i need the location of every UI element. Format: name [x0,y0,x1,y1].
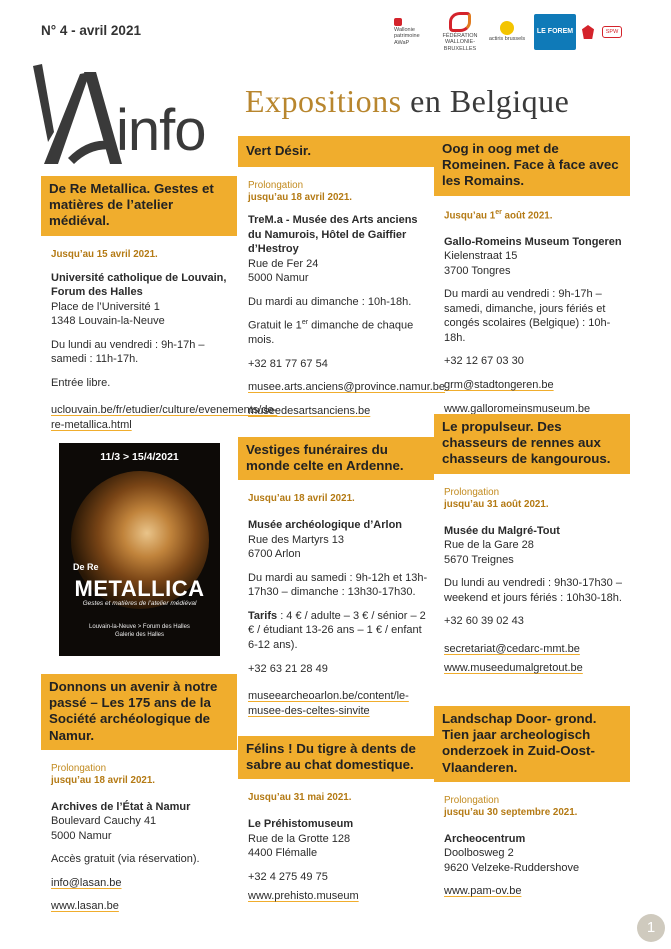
issue-number: N° 4 - avril 2021 [41,23,141,38]
entry-info: Accès gratuit (via réservation). [51,853,200,866]
venue-address: Place de l’Université 1 [51,300,160,313]
venue-address: Boulevard Cauchy 41 [51,815,157,828]
card-vestiges-funeraires [238,437,434,718]
phone-number: +32 81 77 67 54 [248,357,328,370]
website-link[interactable]: museedesartsanciens.be [248,404,371,417]
venue-name: Musée archéologique d’Arlon [248,519,403,532]
venue-city: 6700 Arlon [248,548,301,561]
page-number: 1 [637,914,665,942]
venue-city: 9620 Velzeke-Ruddershove [444,861,580,874]
poster-dates: 11/3 > 15/4/2021 [100,451,179,463]
website-link[interactable]: www.prehisto.museum [248,890,359,903]
venue-address: Kielenstraat 15 [444,250,518,263]
venue-city: 1348 Louvain-la-Neuve [51,315,165,328]
venue-name: Archeocentrum [444,832,526,845]
phone-number: +32 12 67 03 30 [444,355,524,368]
card-title: Vert Désir. [238,136,434,167]
website-link[interactable]: www.lasan.be [51,900,119,913]
partner-logos [394,12,630,52]
email-link[interactable]: secretariat@cedarc-mmt.be [444,642,580,655]
venue-address: Doolbosweg 2 [444,847,514,860]
prolongation-label: Prolongation [444,794,500,806]
card-societe-archeologique-namur [41,674,237,914]
venue-city: 5670 Treignes [444,553,514,566]
card-oog-in-oog [434,136,630,416]
venue-city: 4400 Flémalle [248,847,318,860]
venue-name: Gallo-Romeins Museum Tongeren [444,235,622,248]
card-title: De Re Metallica. Gestes et matières de l’atelier médiéval. [41,176,237,236]
website-link[interactable]: www.galloromeinsmuseum.be [444,402,591,415]
venue-address: Rue des Martyrs 13 [248,533,344,546]
venue-city: 5000 Namur [51,829,112,842]
free-entry-info: Gratuit le 1er dimanche de chaque mois. [248,319,414,347]
venue-name: Université catholique de Louvain, Forum des Halles [51,271,227,299]
federation-wallonie-bruxelles-logo: FÉDÉRATION WALLONIE-BRUXELLES [440,12,480,51]
page-title: Expositions en Belgique [245,83,570,119]
wallonie-logo [582,25,596,39]
opening-hours: Du lundi au vendredi : 9h30-17h30 – weekend et jours fériés : 10h30-18h. [444,577,622,604]
venue-name: Musée du Malgré-Tout [444,524,560,537]
entry-info: Entrée libre. [51,376,111,389]
exhibition-date: Jusqu’au 15 avril 2021. [51,248,158,260]
card-vert-desir [238,136,446,418]
exhibition-date: Jusqu’au 31 mai 2021. [248,792,352,804]
prolongation-label: Prolongation [51,762,107,774]
email-link[interactable]: info@lasan.be [51,876,122,889]
website-link[interactable]: www.museedumalgretout.be [444,662,583,675]
poster-subtitle: Gestes et matières de l’atelier médiéval [82,600,197,607]
exhibition-date: jusqu’au 30 septembre 2021. [444,806,578,818]
venue-name: Le Préhistomuseum [248,818,354,831]
poster-location: Louvain-la-Neuve > Forum des Halles Galerie des Halles [89,624,190,638]
prolongation-label: Prolongation [444,486,500,498]
awap-logo: Wallonie patrimoine AWaP [394,18,434,45]
prolongation-label: Prolongation [248,180,304,192]
website-link[interactable]: museearcheoarlon.be/content/le-musee-des-celtes-sinvite [248,690,409,717]
brand-info-text: info [116,98,206,163]
exhibition-date: jusqu’au 18 avril 2021. [51,774,156,786]
poster-title: METALLICA [74,576,205,601]
website-link[interactable]: uclouvain.be/fr/etudier/culture/evenements/de-re-metallica.html [51,404,278,431]
card-title: Le propulseur. Des chasseurs de rennes aux chasseurs de kangourous. [434,414,630,474]
venue-city: 5000 Namur [248,272,309,285]
venue-address: Rue de la Grotte 128 [248,832,351,845]
opening-hours: Du lundi au vendredi : 9h-17h – samedi : 11h-17h. [51,338,205,366]
venue-name: TreM.a - Musée des Arts anciens du Namurois, Hôtel de Gaiffier d’Hestroy [248,214,418,256]
poster-dere: De Re [73,562,99,572]
spw-logo: SPW [602,26,622,38]
phone-number: +32 4 275 49 75 [248,870,328,883]
email-link[interactable]: grm@stadtongeren.be [444,378,554,391]
card-le-propulseur [434,414,630,676]
card-title: Félins ! Du tigre à dents de sabre au chat domestique. [238,736,434,779]
phone-number: +32 63 21 28 49 [248,662,328,675]
exhibition-poster [59,443,220,656]
exhibition-date: Jusqu’au 18 avril 2021. [248,493,355,505]
forem-logo: LE FOREM [534,14,576,50]
exhibition-date: jusqu’au 31 août 2021. [444,498,549,510]
masthead-logo [30,60,235,172]
opening-hours: Du mardi au dimanche : 10h-18h. [248,295,412,308]
exhibition-date: jusqu’au 18 avril 2021. [248,192,353,204]
card-title: Landschap Door- grond. Tien jaar archeologisch onderzoek in Zuid-Oost-Vlaanderen. [434,706,630,782]
email-link[interactable]: musee.arts.anciens@province.namur.be [248,381,446,394]
card-title: Vestiges funéraires du monde celte en Ardenne. [238,437,434,480]
website-link[interactable]: www.pam-ov.be [444,885,522,898]
venue-city: 3700 Tongres [444,264,511,277]
card-title: Donnons un avenir à notre passé – Les 175 ans de la Société archéologique de Namur. [41,674,237,750]
pricing-info: Tarifs : 4 € / adulte – 3 € / sénior – 2 € / étudiant 13-26 ans – 1 € / enfant 6-12 ans). [248,609,426,651]
card-felins [238,736,434,904]
card-title: Oog in oog met de Romeinen. Face à face avec les Romains. [434,136,630,196]
opening-hours: Du mardi au samedi : 9h-12h et 13h-17h30 – dimanche : 13h30-17h30. [248,571,428,599]
actiris-logo: actiris brussels [486,21,528,42]
card-landschap-doorgrond [434,706,630,899]
venue-address: Rue de Fer 24 [248,257,319,270]
venue-name: Archives de l’État à Namur [51,800,191,813]
exhibition-date: Jusqu’au 1er août 2021. [444,208,553,221]
venue-address: Rue de la Gare 28 [444,539,534,552]
opening-hours: Du mardi au vendredi : 9h-17h – samedi, dimanche, jours fériés et congés scolaires (Belgique) : 10h-18h. [444,288,611,344]
phone-number: +32 60 39 02 43 [444,615,524,628]
